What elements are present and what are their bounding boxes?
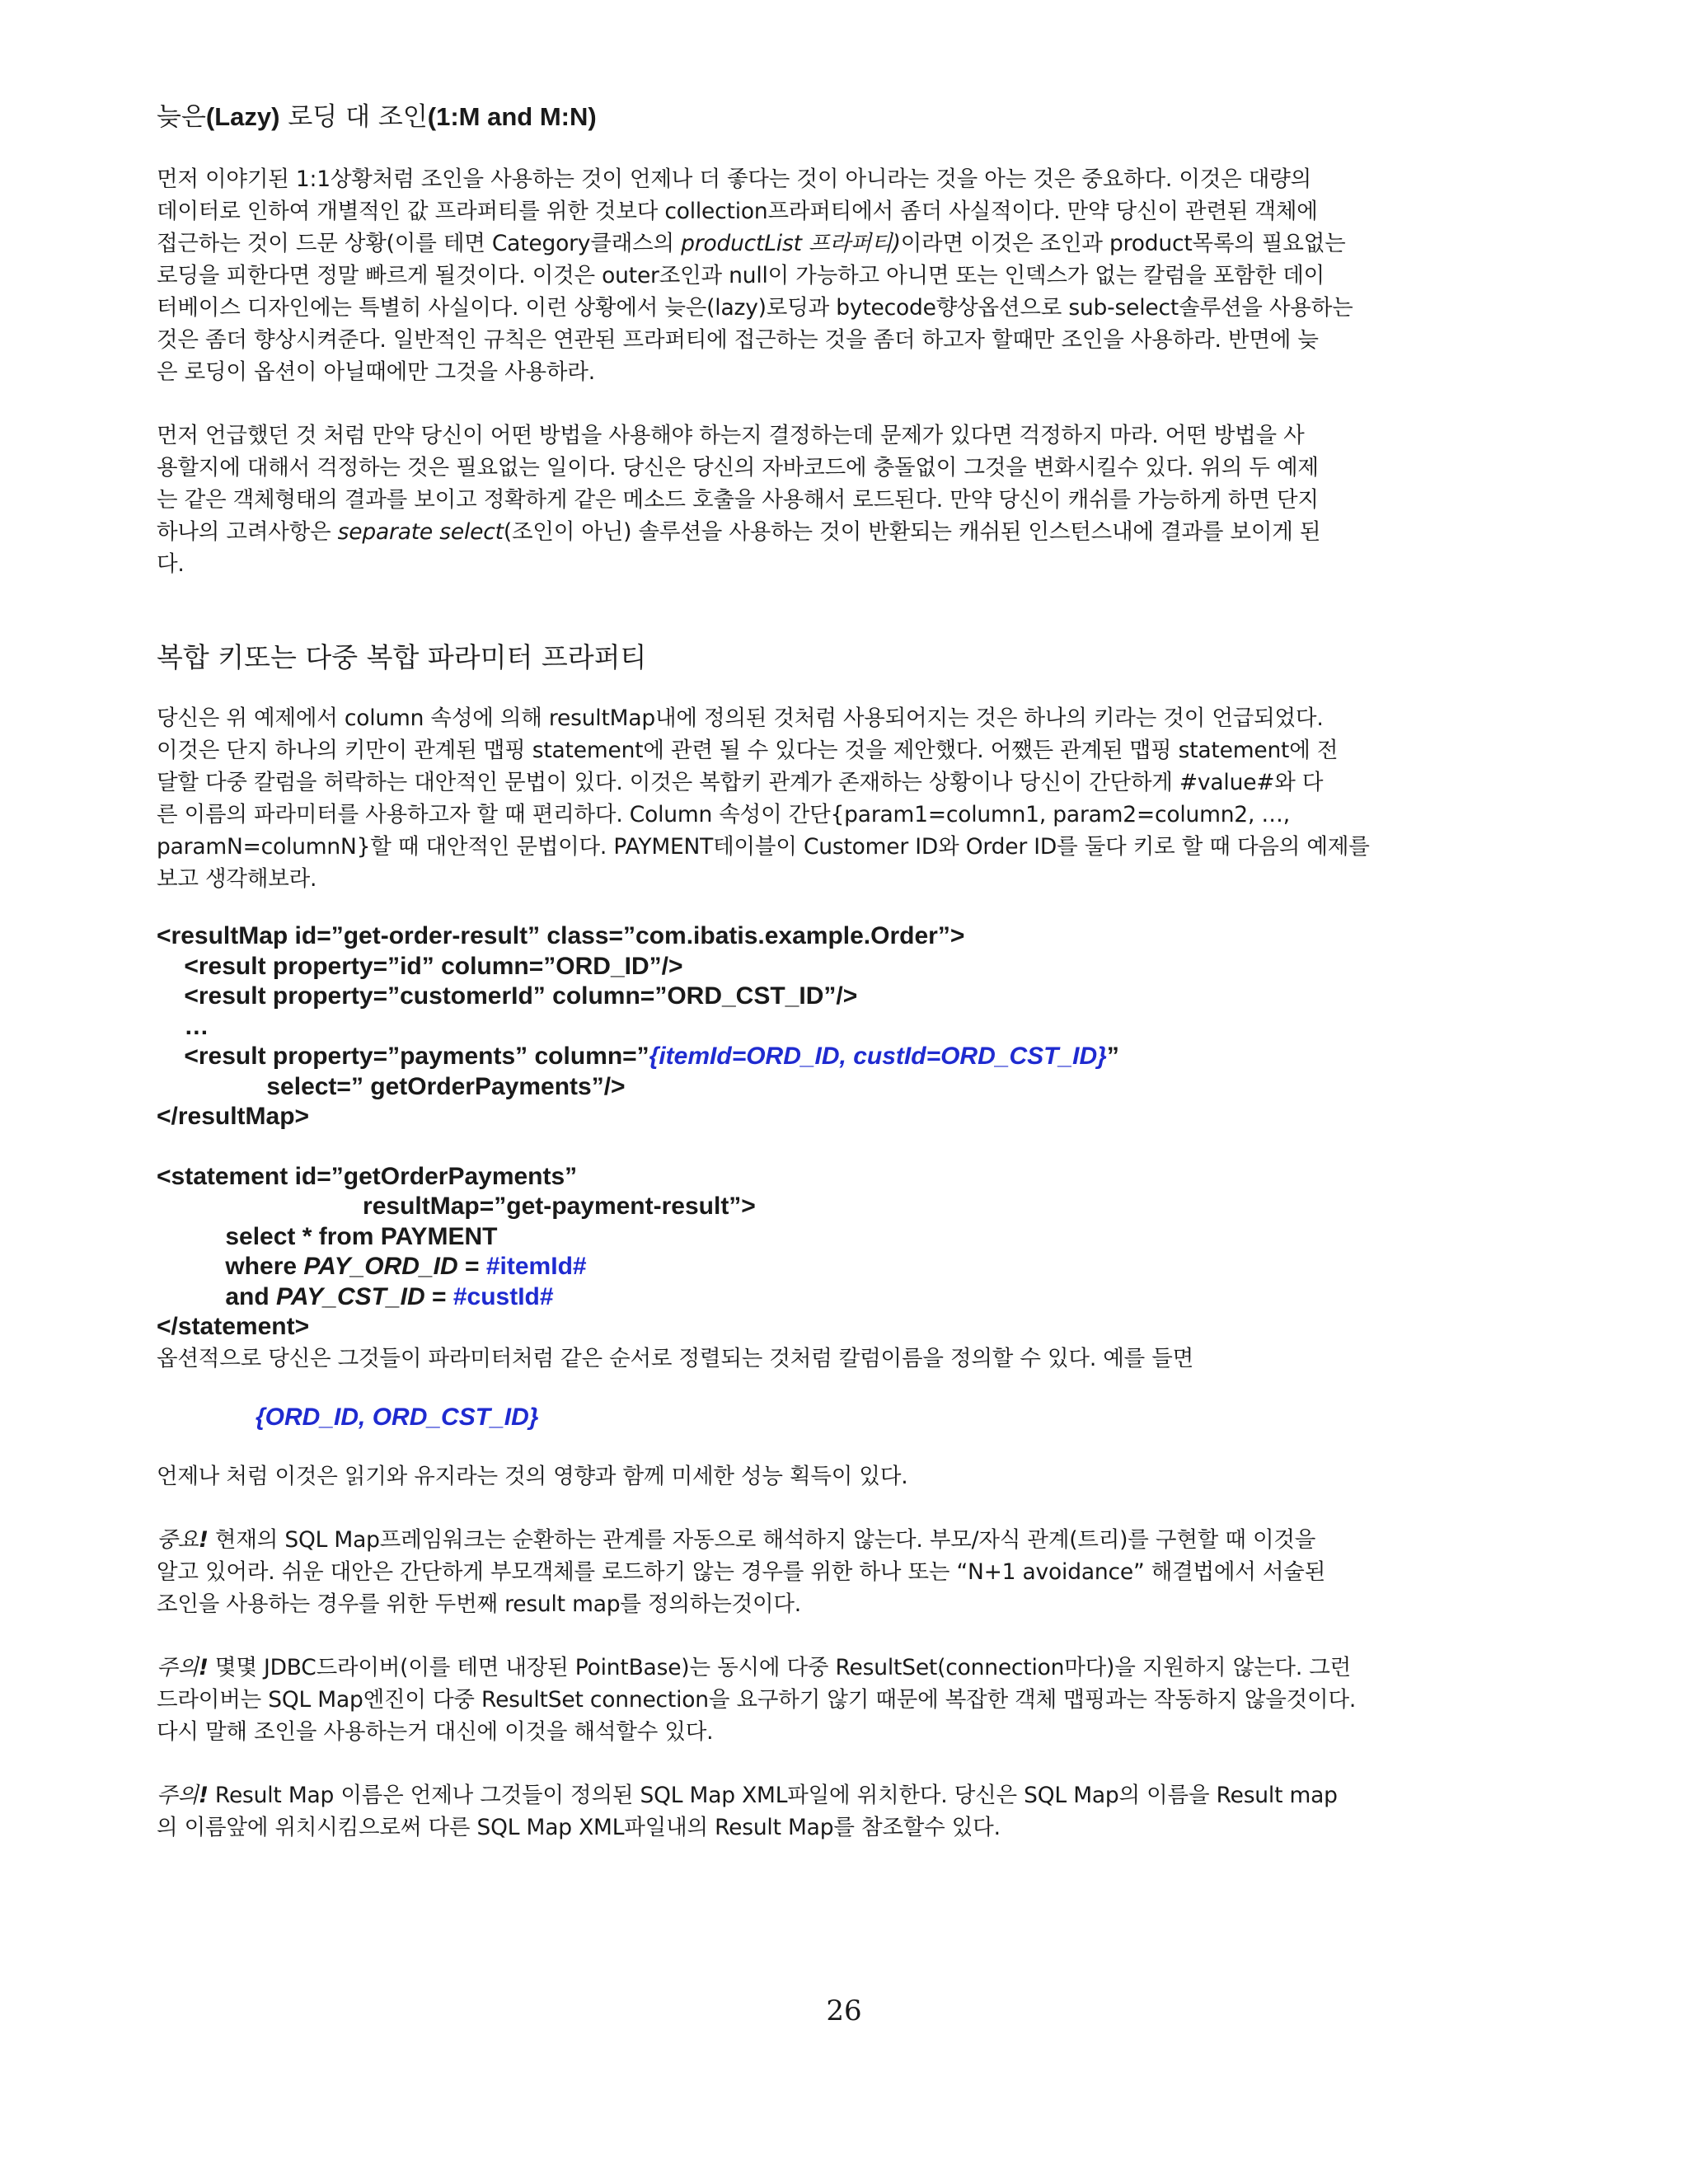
code-line (157, 1282, 1535, 1313)
text-run: 하나의 고려사항은 (157, 519, 338, 545)
note-label: 주의 (157, 1655, 199, 1680)
text-line: 이것은 단지 하나의 키만이 관계된 맵핑 statement에 관련 될 수 있다는 것을 제안했다. 어쨌든 관계된 맵핑 statement에 전 (157, 738, 1339, 763)
code-run: = (424, 1282, 453, 1310)
code-example-columns (157, 1403, 1535, 1433)
note-label: 주의 (157, 1783, 199, 1808)
text-line: 먼저 언급했던 것 처럼 만약 당신이 어떤 방법을 사용해야 하는지 결정하는데 문제가 있다면 걱정하지 마라. 어떤 방법을 사 (157, 423, 1305, 448)
code-run-highlight: #custId# (452, 1282, 554, 1310)
text-run-italic: productList 프라퍼티) (681, 231, 901, 256)
text-line: 의 이름앞에 위치시킴으로써 다른 SQL Map XML파일내의 Result Map를 참조할수 있다. (157, 1815, 1001, 1840)
text-line: 당신은 위 예제에서 column 속성에 의해 resultMap내에 정의된 것처럼 사용되어지는 것은 하나의 키라는 것이 언급되었다. (157, 705, 1324, 731)
note-label: 중요 (157, 1527, 199, 1553)
text-line: 먼저 이야기된 1:1상황처럼 조인을 사용하는 것이 언제나 더 좋다는 것이 아니라는 것을 아는 것은 중요하다. 이것은 대량의 (157, 166, 1312, 192)
text-run: 이라면 이것은 조인과 product목록의 필요없는 (900, 231, 1346, 256)
text-line: 언제나 처럼 이것은 읽기와 유지라는 것의 영향과 함께 미세한 성능 획득이 있다. (157, 1464, 908, 1489)
text-line: 은 로딩이 옵션이 아닐때에만 그것을 사용하라. (157, 359, 595, 385)
code-line: <resultMap id=”get-order-result” class=”com.ibatis.example.Order”> (157, 922, 965, 949)
code-run-highlight: #itemId# (485, 1253, 587, 1280)
code-line: <result property=”customerId” column=”ORD_CST_ID”/> (157, 982, 858, 1010)
text-line: 는 같은 객체형태의 결과를 보이고 정확하게 같은 메소드 호출을 사용해서 로드된다. 만약 당신이 캐쉬를 가능하게 하면 단지 (157, 487, 1319, 513)
code-run-italic: PAY_CST_ID (276, 1282, 425, 1310)
note-label-bang: ! (198, 1783, 209, 1808)
code-line (157, 1042, 1535, 1072)
text-line: 것은 좀더 향상시켜준다. 일반적인 규칙은 연관된 프라퍼티에 접근하는 것을 좀더 하고자 할때만 조인을 사용하라. 반면에 늦 (157, 327, 1319, 353)
heading-text: 늦은 (157, 102, 206, 132)
heading-text-bold: (1:M and M:N) (427, 102, 597, 131)
text-line (157, 516, 1535, 548)
paragraph-composite (157, 702, 1535, 895)
text-run-italic: separate select (337, 519, 504, 545)
document-page (157, 97, 1535, 1844)
code-run: = (457, 1253, 486, 1280)
text-run: 몇몇 JDBC드라이버(이를 테면 내장된 PointBase)는 동시에 다중 ResultSet(connection마다)을 지원하지 않는다. 그런 (208, 1655, 1352, 1680)
code-block-resultmap (157, 921, 1535, 1132)
text-line: 드라이버는 SQL Map엔진이 다중 ResultSet connection을 요구하기 않기 때문에 복잡한 객체 맵핑과는 작동하지 않을것이다. (157, 1687, 1357, 1713)
text-run: 현재의 SQL Map프레임워크는 순환하는 관계를 자동으로 해석하지 않는다. 부모/자식 관계(트리)를 구현할 때 이것을 (208, 1527, 1316, 1553)
text-line (157, 1524, 1535, 1556)
text-line: 로딩을 피한다면 정말 빠르게 될것이다. 이것은 outer조인과 null이 가능하고 아니면 또는 인덱스가 없는 칼럼을 포함한 데이 (157, 263, 1325, 288)
code-line: resultMap=”get-payment-result”> (157, 1193, 756, 1220)
code-run-highlight: {ORD_ID, ORD_CST_ID} (256, 1403, 539, 1431)
text-run: Result Map 이름은 언제나 그것들이 정의된 SQL Map XML파일에 위치한다. 당신은 SQL Map의 이름을 Result map (208, 1783, 1338, 1808)
section-heading-lazy (157, 97, 1535, 137)
text-line (157, 1652, 1535, 1684)
code-run: <result property=”payments” column=” (157, 1043, 649, 1070)
text-line: 다시 말해 조인을 사용하는거 대신에 이것을 해석할수 있다. (157, 1719, 714, 1745)
page-number: 26 (826, 1994, 862, 2027)
code-block-statement (157, 1162, 1535, 1343)
code-line: <result property=”id” column=”ORD_ID”/> (157, 952, 683, 980)
code-line: … (157, 1012, 209, 1040)
code-line: <statement id=”getOrderPayments” (157, 1162, 578, 1190)
code-run: and (157, 1282, 277, 1310)
heading-text-bold: (Lazy) (205, 102, 280, 131)
code-line: select=” getOrderPayments”/> (157, 1072, 626, 1100)
text-line: 용할지에 대해서 걱정하는 것은 필요없는 일이다. 당신은 당신의 자바코드에 충돌없이 그것을 변화시킬수 있다. 위의 두 예제 (157, 455, 1319, 480)
text-line: 보고 생각해보라. (157, 866, 317, 892)
code-line (157, 1252, 1535, 1282)
text-run: 접근하는 것이 드문 상황(이를 테면 Category클래스의 (157, 231, 682, 256)
heading-text: 로딩 대 조인 (279, 102, 428, 132)
code-run-italic: PAY_ORD_ID (303, 1253, 458, 1280)
paragraph-optional (157, 1343, 1535, 1375)
note-label-bang: ! (198, 1655, 209, 1680)
code-run-highlight: {itemId=ORD_ID, custId=ORD_CST_ID} (649, 1043, 1107, 1070)
paragraph-lazy-2 (157, 419, 1535, 580)
note-label-bang: ! (198, 1527, 209, 1553)
text-line: 데이터로 인하여 개별적인 값 프라퍼티를 위한 것보다 collection프라퍼티에서 좀더 사실적이다. 만약 당신이 관련된 객체에 (157, 199, 1318, 224)
note-jdbc (157, 1652, 1535, 1748)
code-line: </statement> (157, 1313, 310, 1340)
text-line: 조인을 사용하는 경우를 위한 두번째 result map를 정의하는것이다. (157, 1591, 802, 1617)
text-run: (조인이 아닌) 솔루션을 사용하는 것이 반환되는 캐쉬된 인스턴스내에 결과를 보이게 된 (503, 519, 1321, 545)
note-resultmap (157, 1779, 1535, 1844)
text-line: 다. (157, 551, 185, 577)
code-line: </resultMap> (157, 1103, 310, 1130)
section-heading-composite: 복합 키또는 다중 복합 파라미터 프라퍼티 (157, 641, 647, 673)
code-line: select * from PAYMENT (157, 1222, 498, 1250)
text-line: 터베이스 디자인에는 특별히 사실이다. 이런 상황에서 늦은(lazy)로딩과 bytecode향상옵션으로 sub-select솔루션을 사용하는 (157, 295, 1353, 321)
code-run: ” (1106, 1043, 1119, 1070)
text-line: paramN=columnN}할 때 대안적인 문법이다. PAYMENT테이블이 Customer ID와 Order ID를 둘다 키로 할 때 다음의 예제를 (157, 834, 1370, 860)
text-line: 알고 있어라. 쉬운 대안은 간단하게 부모객체를 로드하기 않는 경우를 위한 하나 또는 “N+1 avoidance” 해결법에서 서술된 (157, 1559, 1326, 1585)
text-line: 른 이름의 파라미터를 사용하고자 할 때 편리하다. Column 속성이 간단{param1=column1, param2=column2, …, (157, 802, 1290, 827)
text-line (157, 227, 1535, 260)
code-run: where (157, 1253, 304, 1280)
paragraph-lazy-1 (157, 163, 1535, 388)
text-line (157, 1779, 1535, 1811)
note-important (157, 1524, 1535, 1620)
text-line: 달할 다중 칼럼을 허락하는 대안적인 문법이 있다. 이것은 복합키 관계가 존재하는 상황이나 당신이 간단하게 #value#와 다 (157, 770, 1324, 795)
paragraph-tradeoff (157, 1460, 1535, 1493)
text-line: 옵션적으로 당신은 그것들이 파라미터처럼 같은 순서로 정렬되는 것처럼 칼럼이름을 정의할 수 있다. 예를 들면 (157, 1345, 1194, 1371)
